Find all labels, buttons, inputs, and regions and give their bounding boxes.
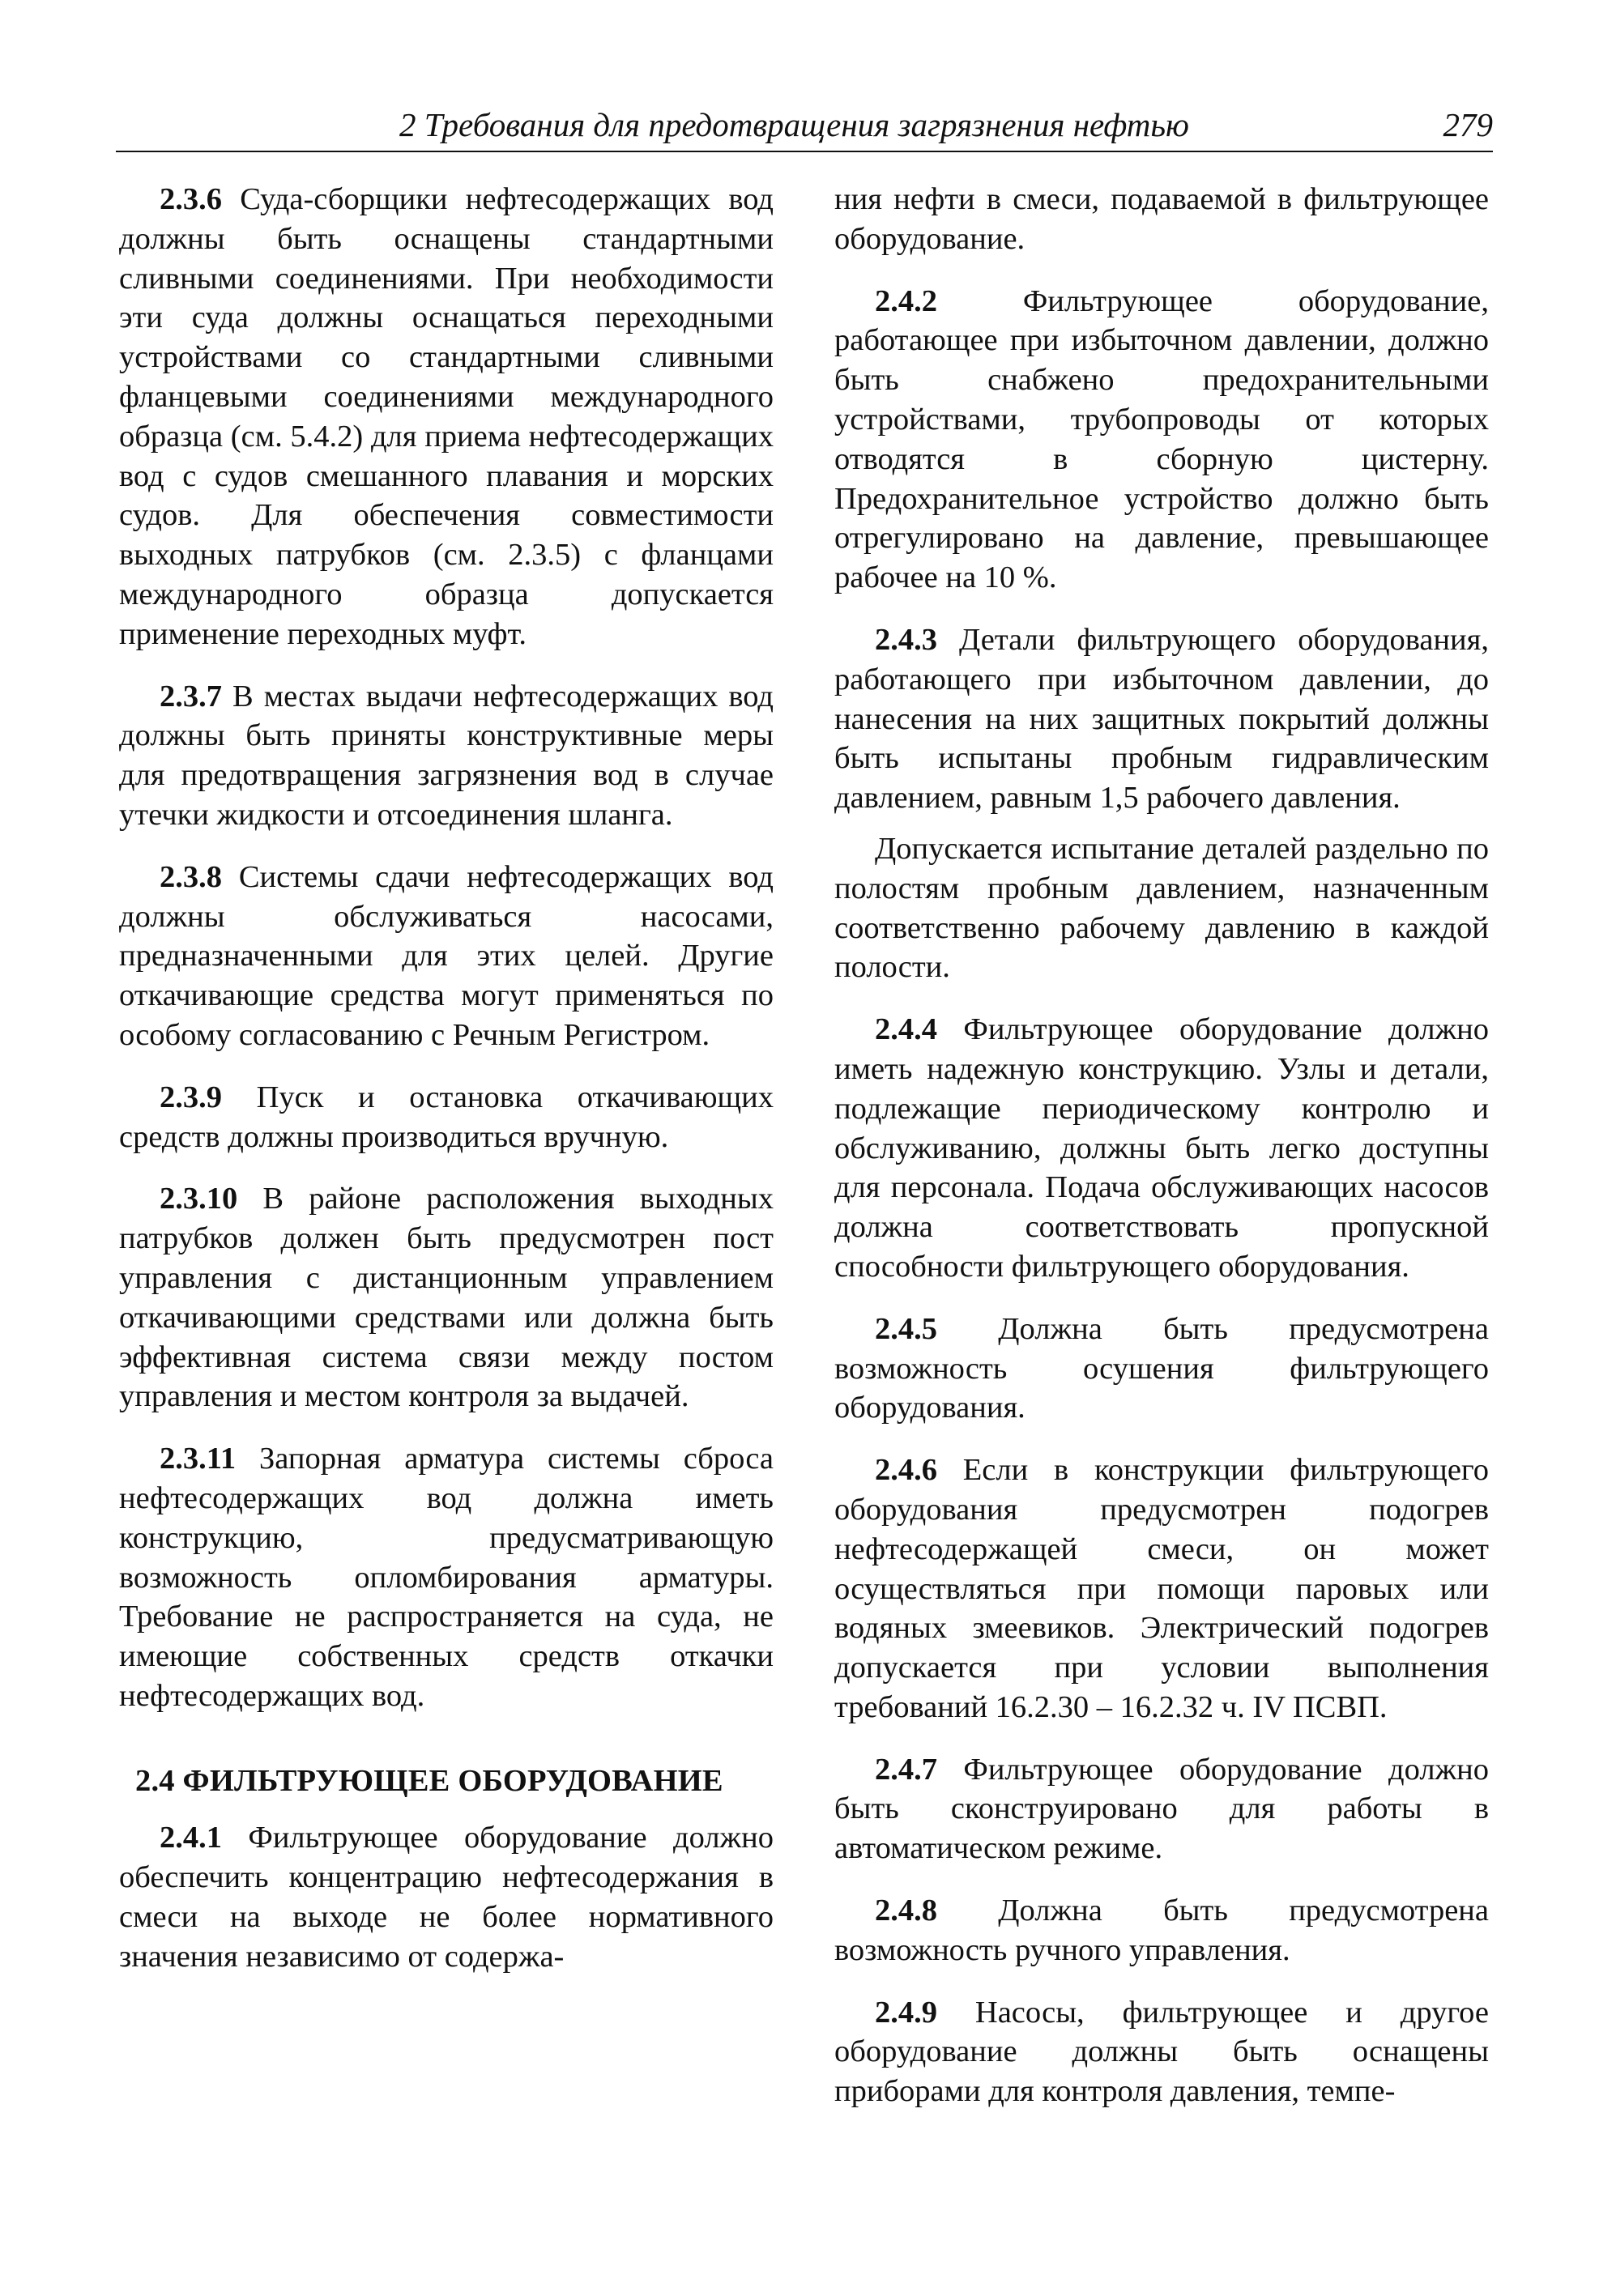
running-header-title: 2 Требования для предотвращения загрязнения нефтью <box>399 106 1189 143</box>
clause-text: Если в конструкции фильтрующего оборудования предусмотрен подогрев нефтесодержащей смеси, он может осуществляться при помощи паровых или водяных змеевиков. Электрический подогрев допускается при условии выполнения требований 16.2.30 – 16.2.32 ч. IV ПСВП. <box>834 1453 1489 1724</box>
clause-number: 2.3.10 <box>160 1182 238 1216</box>
clause-number: 2.4.9 <box>875 1995 937 2030</box>
right-column <box>834 180 1489 2134</box>
paragraph-2-3-7 <box>119 677 774 835</box>
left-column <box>119 180 774 2000</box>
clause-number: 2.4.6 <box>875 1453 937 1488</box>
paragraph-2-4-6 <box>834 1450 1489 1727</box>
running-header <box>116 104 1493 152</box>
clause-text: Фильтрующее оборудование должно иметь надежную конструкцию. Узлы и детали, подлежащие периодическому контролю и обслуживанию, должны быть легко доступны для персонала. Подача обслуживающих насосов должна соответствовать пропускной способности фильтрующего оборудования. <box>834 1012 1489 1284</box>
clause-number: 2.4.7 <box>875 1752 937 1787</box>
paragraph-2-4-1 <box>119 1818 774 1976</box>
paragraph-2-4-1-continuation: ния нефти в смеси, подаваемой в фильтрующее оборудование. <box>834 182 1489 256</box>
clause-number: 2.4.5 <box>875 1311 937 1346</box>
paragraph-2-3-6 <box>119 180 774 654</box>
paragraph-2-4-2 <box>834 282 1489 598</box>
paragraph-2-3-8 <box>119 858 774 1055</box>
clause-number: 2.3.9 <box>160 1080 222 1114</box>
clause-text: Должна быть предусмотрена возможность ручного управления. <box>834 1893 1489 1967</box>
clause-number: 2.4.2 <box>875 283 937 318</box>
paragraph-2-4-8 <box>834 1891 1489 1970</box>
clause-number: 2.4.1 <box>160 1821 222 1855</box>
clause-text: В районе расположения выходных патрубков должен быть предусмотрен пост управления с дистанционным управлением откачивающими средствами или должна быть эффективная система связи между постом управления и местом контроля за выдачей. <box>119 1182 774 1414</box>
clause-number: 2.4.8 <box>875 1893 937 1928</box>
clause-text: Фильтрующее оборудование должно обеспечить концентрацию нефтесодержания в смеси на выходе не более нормативного значения независимо от содержа- <box>119 1821 774 1974</box>
clause-text: Фильтрующее оборудование, работающее при избыточном давлении, должно быть снабжено предохранительными устройствами, трубопроводы от которых отводятся в сборную цистерну. Предохранительное устройство должно быть отрегулировано на давление, превышающее рабочее на 10 %. <box>834 283 1489 595</box>
clause-text: В местах выдачи нефтесодержащих вод должны быть приняты конструктивные меры для предотвращения загрязнения вод в случае утечки жидкости и отсоединения шланга. <box>119 679 774 832</box>
clause-number: 2.3.7 <box>160 679 222 714</box>
paragraph-2-4-3 <box>834 620 1489 818</box>
paragraph-2-4-5 <box>834 1310 1489 1428</box>
clause-number: 2.4.4 <box>875 1012 937 1047</box>
clause-text: Насосы, фильтрующее и другое оборудование должны быть оснащены приборами для контроля давления, темпе- <box>834 1995 1489 2109</box>
paragraph-2-4-4 <box>834 1010 1489 1287</box>
clause-number: 2.3.8 <box>160 859 222 894</box>
clause-number: 2.3.6 <box>160 182 222 216</box>
header-rule <box>116 151 1493 152</box>
clause-text: Суда-сборщики нефтесодержащих вод должны быть оснащены стандартными сливными соединениями. При необходимости эти суда должны оснащаться переходными устройствами со стандартными сливными фланцевыми соединениями международного образца (см. 5.4.2) для приема нефтесодержащих вод с судов смешанного плавания и морских судов. Для обеспечения совместимости выходных патрубков (см. 2.3.5) с фланцами международного образца допускается применение переходных муфт. <box>119 182 774 651</box>
clause-text: Фильтрующее оборудование должно быть сконструировано для работы в автоматическом режиме. <box>834 1752 1489 1866</box>
paragraph-2-3-10 <box>119 1179 774 1416</box>
clause-number: 2.3.11 <box>160 1442 237 1476</box>
clause-text: Запорная арматура системы сброса нефтесодержащих вод должна иметь конструкцию, предусматривающую возможность опломбирования арматуры. Требование не распространяется на суда, не имеющие собственных средств откачки нефтесодержащих вод. <box>119 1442 774 1713</box>
paragraph-2-4-7 <box>834 1750 1489 1868</box>
clause-text: Пуск и остановка откачивающих средств должны производиться вручную. <box>119 1080 774 1154</box>
paragraph-2-4-9 <box>834 1993 1489 2111</box>
section-heading: 2.4 ФИЛЬТРУЮЩЕЕ ОБОРУДОВАНИЕ <box>135 1763 723 1798</box>
paragraph-2-3-9 <box>119 1078 774 1157</box>
paragraph-2-3-11 <box>119 1439 774 1716</box>
clause-text: Системы сдачи нефтесодержащих вод должны обслуживаться насосами, предназначенными для этих целей. Другие откачивающие средства могут применяться по особому согласованию с Речным Регистром. <box>119 859 774 1052</box>
clause-text: Должна быть предусмотрена возможность осушения фильтрующего оборудования. <box>834 1311 1489 1425</box>
clause-number: 2.4.3 <box>875 622 937 657</box>
paragraph-2-4-3-extra: Допускается испытание деталей раздельно по полостям пробным давлением, назначенным соответственно рабочему давлению в каждой полости. <box>834 831 1489 985</box>
page-number: 279 <box>1443 106 1493 143</box>
clause-text: Детали фильтрующего оборудования, работающего при избыточном давлении, до нанесения на них защитных покрытий должны быть испытаны пробным гидравлическим давлением, равным 1,5 рабочего давления. <box>834 622 1489 816</box>
